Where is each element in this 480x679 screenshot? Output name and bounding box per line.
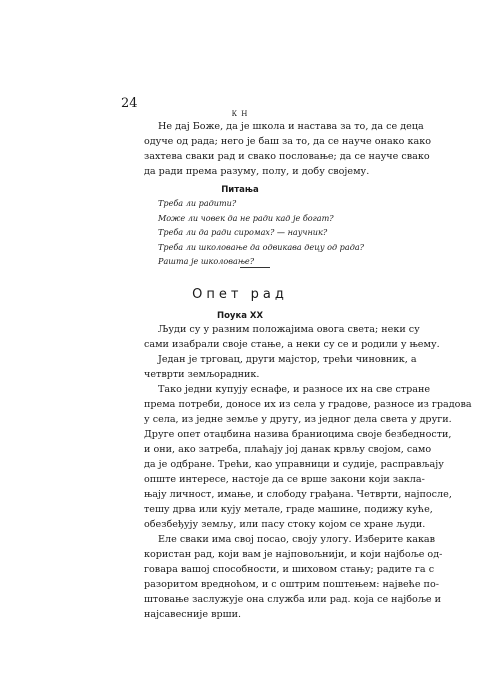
lesson-heading: Поука XX <box>216 311 264 321</box>
lesson-body <box>144 322 472 622</box>
text-line: користан рад, који вам је најповољнији, и који најбоље од- <box>144 549 443 560</box>
text-line: Људи су у разним положајима овога света; неки су <box>158 324 420 335</box>
text-line: одуче од рада; него је баш за то, да се науче онако како <box>144 136 431 147</box>
intro-paragraph <box>144 119 431 179</box>
text-line: Еле сваки има свој посао, своју улогу. Изберите какав <box>158 534 436 545</box>
text-line: најсавесније врши. <box>144 609 242 620</box>
page-number: 24 <box>121 96 138 111</box>
question-item: Треба ли школовање да одвикава децу од рада? <box>158 241 364 252</box>
text-line: четврти земљорадник. <box>144 369 260 380</box>
text-line: опште интересе, настоје да се врше закони који закла- <box>144 474 425 485</box>
text-line: да ради према разуму, полу, и добу своjему. <box>144 166 370 177</box>
text-line: у села, из једне земље у другу, из једног дела света у други. <box>144 414 452 425</box>
text-line: захтева сваки рад и свако пословање; да се науче свако <box>144 151 430 162</box>
section-title: Опет рад <box>192 287 288 302</box>
text-line: Један је трговац, други мајстор, трећи чиновник, а <box>158 354 417 365</box>
text-line: да је одбране. Трећи, као управници и судије, расправљају <box>144 459 444 470</box>
text-line: њају личност, имање, и слободу грађана. Четврти, најпосле, <box>144 489 452 500</box>
text-line: према потреби, доносе их из села у градове, разносе из градова <box>144 399 472 410</box>
question-item: Треба ли радити? <box>158 198 237 208</box>
text-line: штовање заслужује она служба или рад. која се најбоље и <box>144 594 442 605</box>
text-line: Тако једни купују еснафе, и разносе их на све стране <box>158 384 431 395</box>
question-item: Може ли човек да не ради кад је богат? <box>158 212 334 223</box>
text-line: Не дај Боже, да је школа и настава за то, да се деца <box>158 121 424 132</box>
question-item: Рашта је школовање? <box>158 256 255 266</box>
questions-list <box>158 196 380 269</box>
text-line: тешу дрва или кују метале, граде машине, подижу куће, <box>144 504 433 515</box>
text-line: разоритом вредноћом, и с оштрим поштењем: највеће по- <box>144 579 439 590</box>
text-line: Друге опет отаџбина назива браниоцима своје безбедности, <box>144 429 452 440</box>
questions-heading: Питања <box>221 185 259 195</box>
text-line: обезбеђују земљу, или пасу стоку којом се хране људи. <box>144 519 426 530</box>
text-line: сами изабрали своје стање, а неки су се и родили у њему. <box>144 339 440 350</box>
text-line: и они, ако затреба, плаћају јој данак крвљу својом, само <box>144 444 432 455</box>
question-item: Треба ли да ради сиромах? — научник? <box>158 227 328 237</box>
section-divider <box>240 267 270 268</box>
running-head: К Н <box>231 110 249 118</box>
text-line: говара вашој способности, и шиховом стању; радите га с <box>144 564 435 575</box>
